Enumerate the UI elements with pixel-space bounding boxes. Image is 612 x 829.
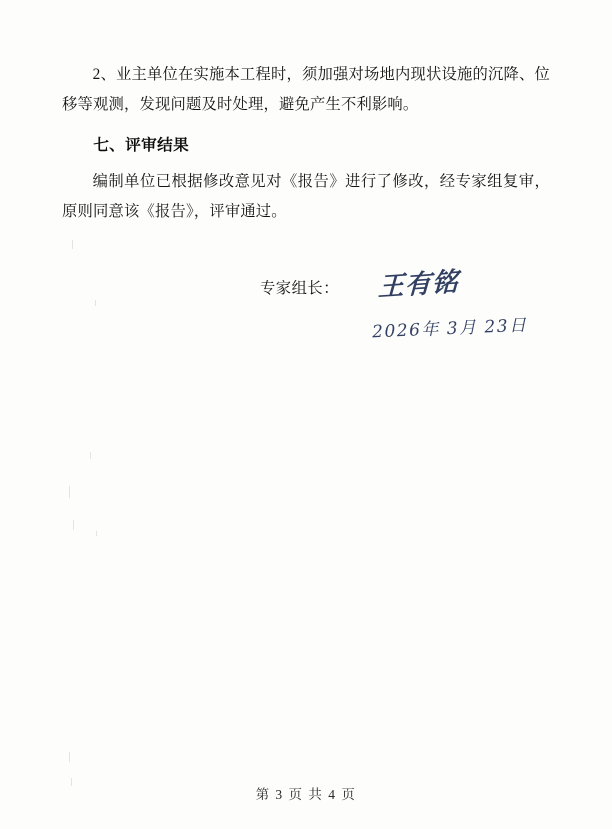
section-heading-review-result: 七、评审结果: [93, 137, 190, 154]
handwritten-signature: 王有铭: [377, 267, 460, 303]
paragraph-review-result: 编制单位已根据修改意见对《报告》进行了修改，经专家组复审，原则同意该《报告》，评审通过。: [62, 173, 550, 220]
signature-block: [260, 267, 550, 343]
scan-artifact: [72, 240, 73, 249]
page-footer: 第 3 页 共 4 页: [255, 787, 357, 802]
handwritten-date: 2026年 3月 23日: [371, 315, 529, 343]
signature-label: 专家组长：: [260, 280, 339, 297]
scan-artifact: [69, 486, 70, 498]
scan-artifact: [96, 531, 97, 536]
scan-artifact: [69, 752, 70, 762]
scan-artifact: [95, 300, 96, 306]
document-body: [62, 60, 550, 238]
paragraph-item-2: 2、业主单位在实施本工程时，须加强对场地内现状设施的沉降、位移等观测，发现问题及时处理，避免产生不利影响。: [62, 66, 550, 113]
scan-artifact: [73, 520, 74, 530]
signature-row: [260, 267, 550, 343]
scan-artifact: [90, 452, 91, 459]
